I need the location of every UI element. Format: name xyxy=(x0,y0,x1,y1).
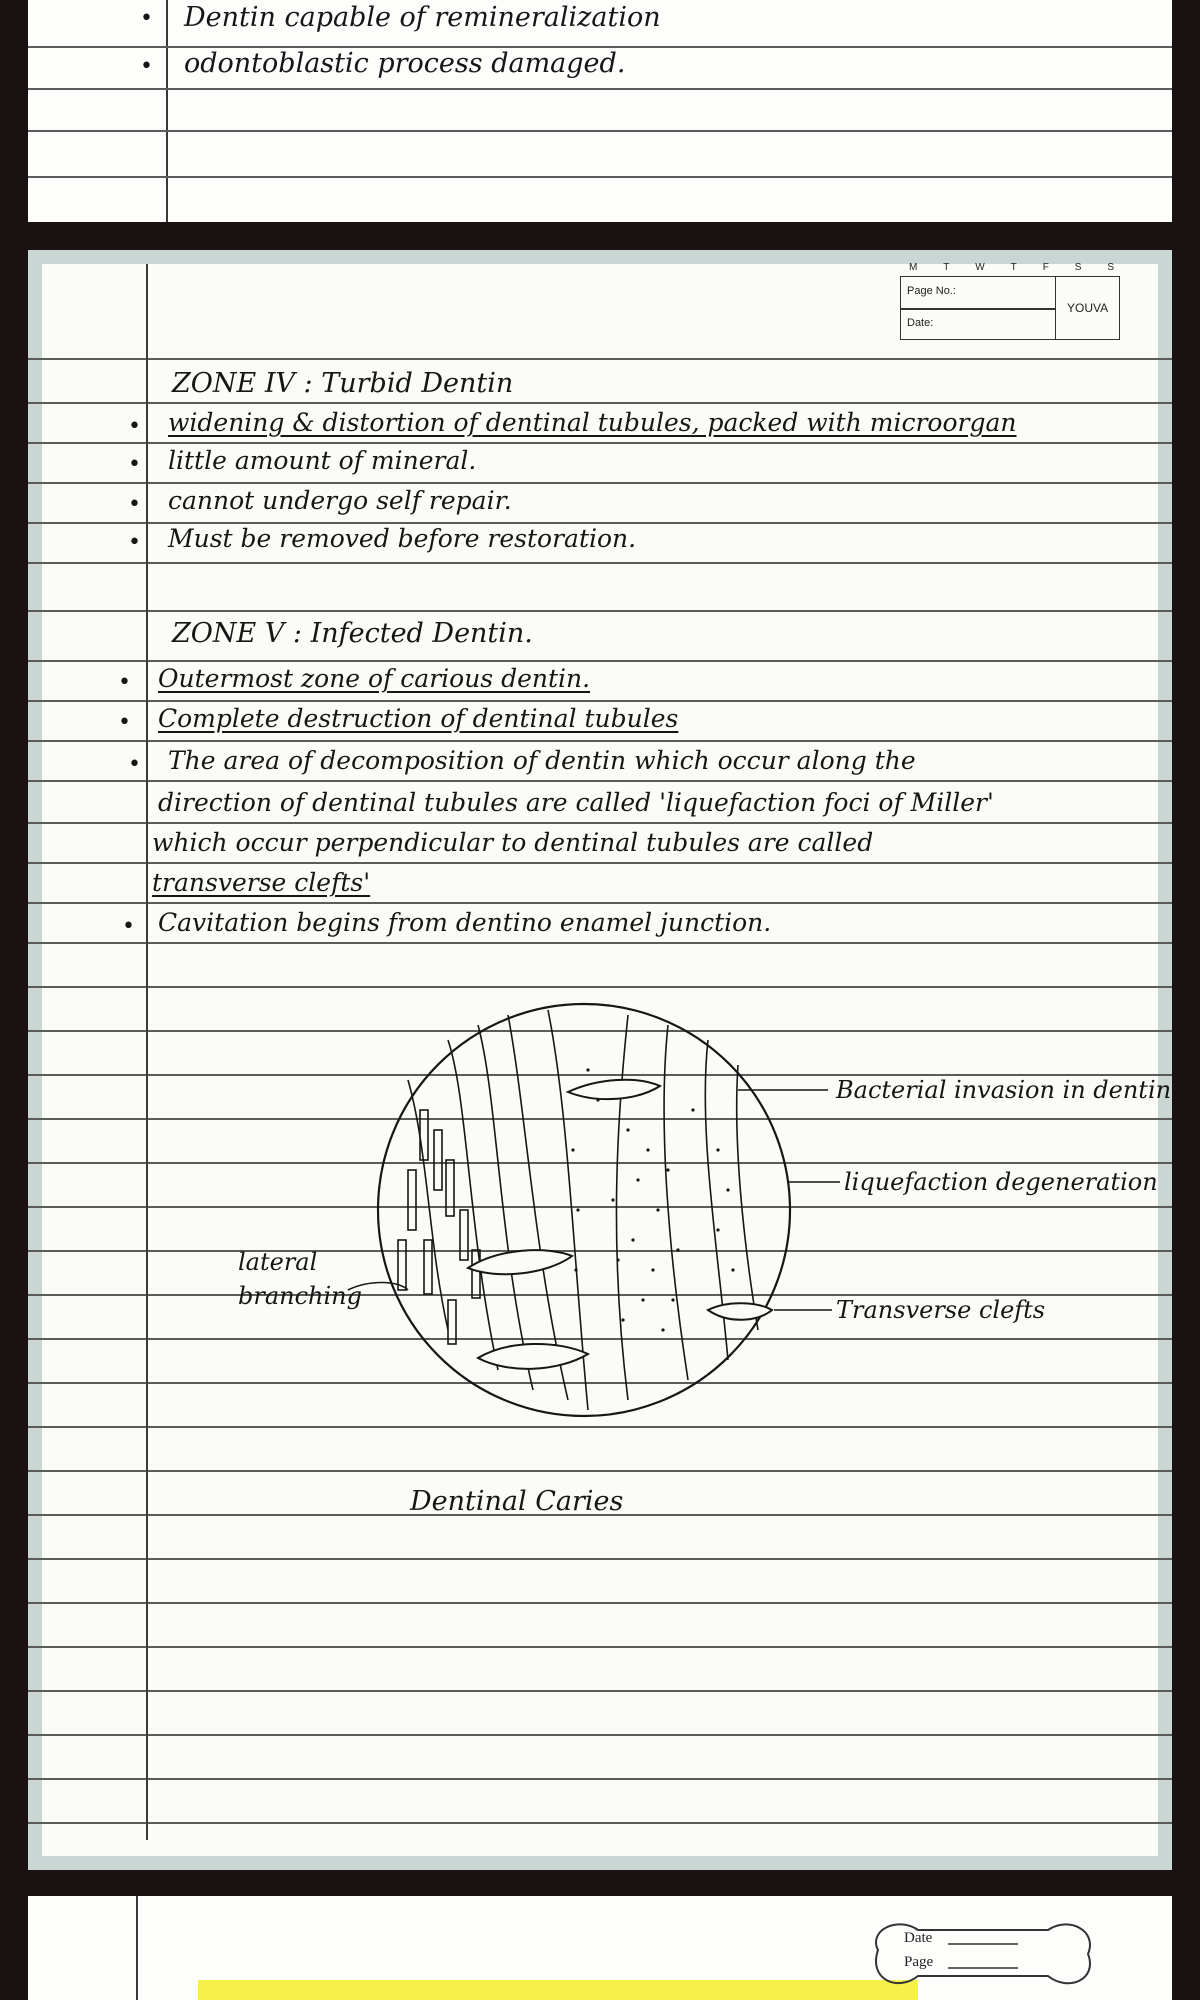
weekday: F xyxy=(1042,262,1050,273)
paragraph-line: direction of dentinal tubules are called 'liquefaction foci of Miller' xyxy=(158,788,994,817)
weekday: M xyxy=(909,262,919,273)
leader-lines xyxy=(348,1090,840,1310)
note-line: Outermost zone of carious dentin. xyxy=(158,664,591,693)
margin-line xyxy=(166,0,168,222)
date-label: Date xyxy=(904,1930,933,1946)
page-no-label: Page No.: xyxy=(907,285,956,297)
ruled-line xyxy=(28,176,1172,178)
bullet: • xyxy=(140,54,153,79)
bullet: • xyxy=(118,710,131,735)
bullet: • xyxy=(128,530,141,555)
bullet: • xyxy=(128,452,141,477)
bullet: • xyxy=(122,914,135,939)
weekday: T xyxy=(943,262,951,273)
weekday: T xyxy=(1010,262,1018,273)
note-line: Must be removed before restoration. xyxy=(168,524,637,553)
page-label: Page xyxy=(904,1954,934,1970)
note-line: little amount of mineral. xyxy=(168,446,477,475)
label-liquefaction: liquefaction degeneration xyxy=(844,1168,1158,1196)
label-branching: branching xyxy=(238,1282,362,1310)
lateral-branches xyxy=(398,1110,480,1344)
bullet: • xyxy=(128,414,141,439)
note-line: cannot undergo self repair. xyxy=(168,486,512,515)
weekday: S xyxy=(1074,262,1083,273)
label-lateral: lateral xyxy=(238,1248,318,1276)
date-label: Date: xyxy=(907,317,934,329)
note-line: odontoblastic process damaged. xyxy=(184,48,626,79)
bacteria-dots xyxy=(571,1068,734,1331)
previous-note-page xyxy=(28,0,1172,222)
zone-4-heading: ZONE IV : Turbid Dentin xyxy=(172,368,514,399)
note-line: Dentin capable of remineralization xyxy=(184,2,661,33)
label-bacterial-invasion: Bacterial invasion in dentin xyxy=(836,1076,1172,1104)
paragraph-line: transverse clefts' xyxy=(152,868,371,897)
note-line: Complete destruction of dentinal tubules xyxy=(158,704,679,733)
highlighter-mark xyxy=(198,1980,918,2000)
bullet: • xyxy=(140,6,153,31)
weekday: W xyxy=(975,262,986,273)
margin-line xyxy=(136,1896,138,2000)
brand-label: YOUVA xyxy=(1067,301,1109,315)
dentinal-caries-diagram xyxy=(28,250,1172,1870)
bullet: • xyxy=(128,752,141,777)
zone-5-heading: ZONE V : Infected Dentin. xyxy=(172,618,533,649)
note-line: widening & distortion of dentinal tubules, packed with microorgan xyxy=(168,408,1017,437)
note-line: Cavitation begins from dentino enamel junction. xyxy=(158,908,772,937)
paragraph-line: The area of decomposition of dentin which occur along the xyxy=(168,746,916,775)
bullet: • xyxy=(118,670,131,695)
ruled-line xyxy=(28,130,1172,132)
ruled-line xyxy=(28,88,1172,90)
label-transverse-clefts: Transverse clefts xyxy=(836,1296,1046,1324)
next-note-page xyxy=(28,1896,1172,2000)
date-page-tag xyxy=(848,1910,1108,2000)
bullet: • xyxy=(128,492,141,517)
note-page xyxy=(28,250,1172,1870)
weekday: S xyxy=(1107,262,1115,273)
paragraph-line: which occur perpendicular to dentinal tubules are called xyxy=(152,828,874,857)
diagram-caption: Dentinal Caries xyxy=(410,1486,624,1517)
